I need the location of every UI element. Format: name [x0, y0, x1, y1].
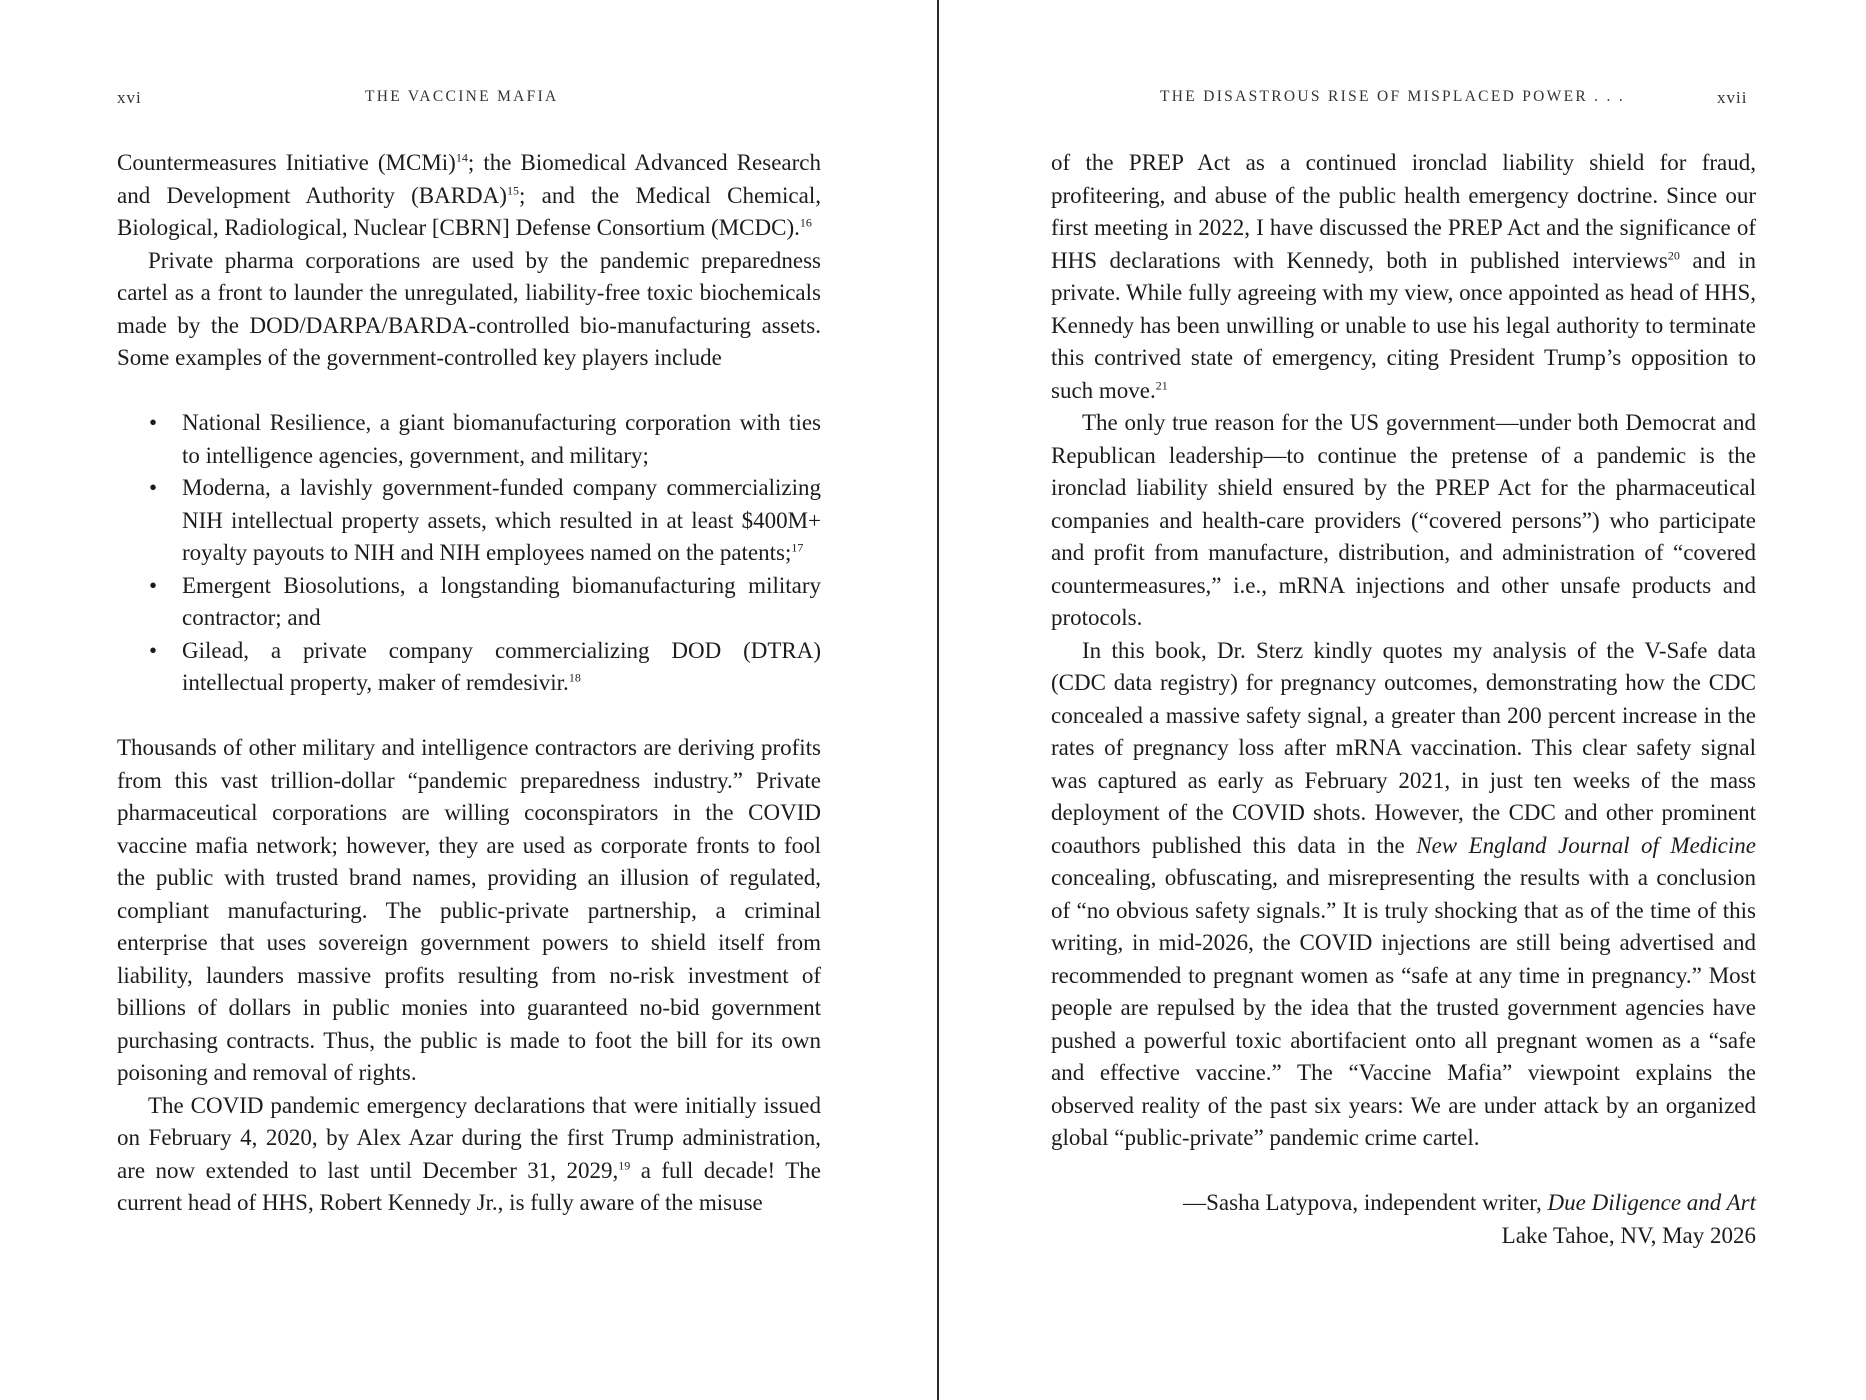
running-head: THE VACCINE MAFIA [365, 88, 559, 105]
publication-title: Due Diligence and Art [1547, 1190, 1756, 1215]
footnote-ref: 15 [506, 183, 519, 198]
bullet-icon: • [149, 475, 158, 500]
journal-title: New England Journal of Medicine [1416, 832, 1756, 858]
body-text [117, 147, 821, 1220]
page-number: xvi [117, 88, 142, 107]
page-number: xvii [1717, 88, 1748, 107]
list-item: • Gilead, a private company commercializing DOD (DTRA) intellectual property, maker of remdesivir.$^{18}$ [117, 635, 821, 700]
running-head: THE DISASTROUS RISE OF MISPLACED POWER . . . [1160, 88, 1626, 105]
right-page [941, 0, 1866, 1400]
footnote-ref: 20 [1667, 248, 1680, 263]
paragraph: In this book, Dr. Sterz kindly quotes my analysis of the V-Safe data (CDC data registry) for pregnancy outcomes, demonstrating how the CDC concealed a massive safety signal, a greater than 200 percent increase in the rates of pregnancy loss after mRNA vaccination. This clear safety signal was captured as early as February 2021, in just ten weeks of the mass deployment of the COVID shots. However, the CDC and other prominent coauthors published this data in the New England Journal of Medicine concealing, obfuscating, and misrepresenting the results with a conclusion of “no obvious safety signals.” It is truly shocking that as of the time of this writing, in mid-2026, the COVID injections are still being advertised and recommended to pregnant women as “safe at any time in pregnancy.” Most people are repulsed by the idea that the trusted government agencies have pushed a powerful toxic abortifacient onto all pregnant women as a “safe and effective vaccine.” The “Vaccine Mafia” viewpoint explains the observed reality of the past six years: We are under attack by an organized global “public-private” pandemic crime cartel. [1051, 637, 1756, 1150]
paragraph: Thousands of other military and intelligence contractors are deriving profits from this vast trillion-dollar “pandemic preparedness industry.” Private pharmaceutical corporations are willing coconspirators in the COVID vaccine mafia network; however, they are used as corporate fronts to fool the public with trusted brand names, providing an illusion of regulated, compliant manufacturing. The public-private partnership, a criminal enterprise that uses sovereign government powers to shield itself from liability, launders massive profits resulting from no-risk investment of billions of dollars in public monies into guaranteed no-bid government purchasing contracts. Thus, the public is made to foot the bill for its own poisoning and removal of rights. [117, 735, 821, 1085]
bullet-list [117, 407, 821, 700]
footnote-ref: 16 [799, 215, 812, 230]
footnote-ref: 14 [455, 150, 468, 165]
bullet-icon: • [149, 410, 158, 435]
footnote-ref: 18 [568, 670, 581, 685]
list-item: • Moderna, a lavishly government-funded company commercializing NIH intellectual property assets, which resulted in at least $400M+ royalty payouts to NIH and NIH employees named on the patents;$^{17}$ [117, 472, 821, 570]
bullet-icon: • [149, 637, 158, 663]
list-item: • National Resilience, a giant biomanufacturing corporation with ties to intelligence agencies, government, and military; [117, 407, 821, 472]
page-gutter-divider [937, 0, 939, 1400]
signature-line: —Sasha Latypova, independent writer, Due Diligence and Art [1183, 1190, 1756, 1215]
paragraph: The only true reason for the US government—under both Democrat and Republican leadership—to continue the pretense of a pandemic is the ironclad liability shield ensured by the PREP Act for the pharmaceutical companies and health-care providers (“covered persons”) who participate and profit from manufacture, distribution, and administration of “covered countermeasures,” i.e., mRNA injections and other unsafe products and protocols. [1051, 410, 1756, 630]
footnote-ref: 19 [618, 1158, 631, 1173]
paragraph: The COVID pandemic emergency declarations that were initially issued on February 4, 2020, by Alex Azar during the first Trump administration, are now extended to last until December 31, 2029,19 a full decade! The current head of HHS, Robert Kennedy Jr., is fully aware of the misuse [117, 1092, 822, 1215]
body-text [1051, 147, 1756, 1252]
list-item: • Emergent Biosolutions, a longstanding biomanufacturing military contractor; and [117, 570, 821, 635]
paragraph: of the PREP Act as a continued ironclad liability shield for fraud, profiteering, and abuse of the public health emergency doctrine. Since our first meeting in 2022, I have discussed the PREP Act and the significance of HHS declarations with Kennedy, both in published interviews$^{20}$ and in private. While fully agreeing with my view, once appointed as head of HHS, Kennedy has been unwilling or unable to use his legal authority to terminate this contrived state of emergency, citing President Trump’s opposition to such move.$^{21}$ [1051, 150, 1756, 403]
bullet-icon: • [149, 572, 158, 598]
signature-place-date: Lake Tahoe, NV, May 2026 [1501, 1222, 1756, 1248]
paragraph: Countermeasures Initiative (MCMi)$^{14}$; the Biomedical Advanced Research and Development Authority (BARDA)$^{15}$; and the Medical Chemical, Biological, Radiological, Nuclear [CBRN] Defense Consortium (MCDC).$^{16}$ [117, 150, 821, 240]
paragraph: Private pharma corporations are used by the pandemic preparedness cartel as a front to launder the unregulated, liability-free toxic biochemicals made by the DOD/DARPA/BARDA-controlled bio-manufacturing assets. Some examples of the government-controlled key players include [117, 247, 821, 370]
footnote-ref: 21 [1155, 378, 1168, 393]
footnote-ref: 17 [791, 540, 804, 555]
